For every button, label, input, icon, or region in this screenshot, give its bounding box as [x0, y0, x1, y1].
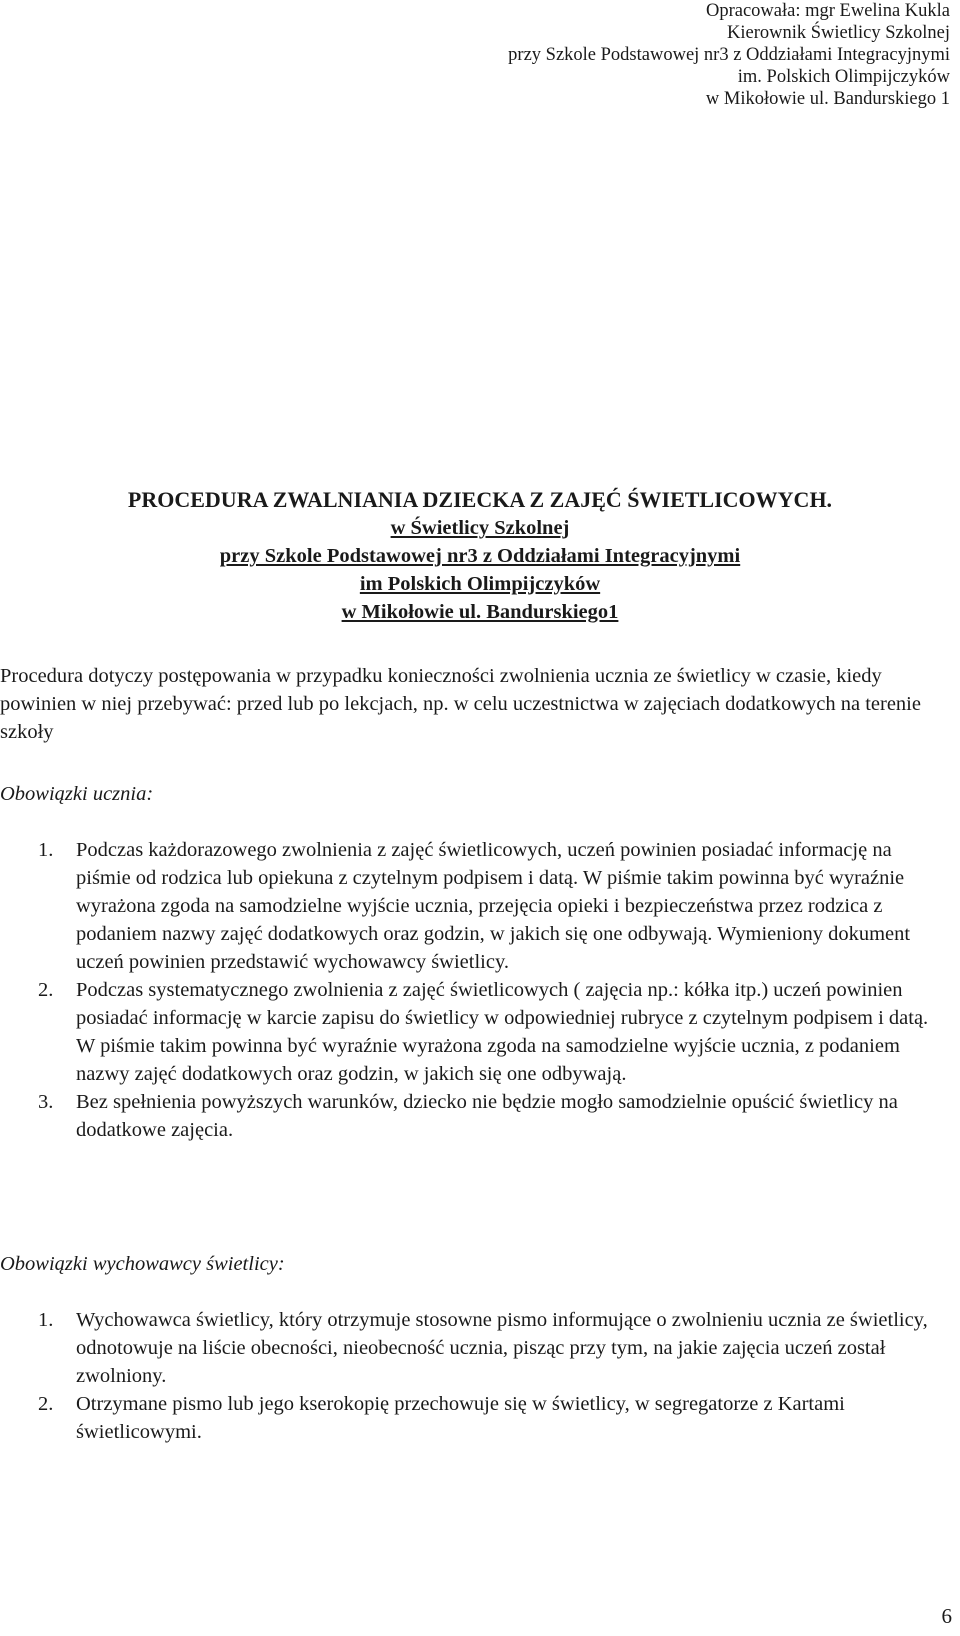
intro-paragraph: Procedura dotyczy postępowania w przypadku konieczności zwolnienia ucznia ze świetlicy w czasie, kiedy powinien w niej przebywać: przed lub po lekcjach, np. w celu uczestnictwa w zajęciach dodatkowych na terenie szkoły [0, 665, 921, 743]
subtitle-line-1: w Świetlicy Szkolnej [390, 517, 570, 539]
subtitle-line-4: w Mikołowie ul. Bandurskiego1 [341, 601, 619, 623]
author-address: w Mikołowie ul. Bandurskiego 1 [705, 89, 950, 109]
subtitle-line-3: im Polskich Olimpijczyków [359, 573, 601, 595]
teacher-duties-heading: Obowiązki wychowawcy świetlicy: [0, 1253, 285, 1275]
list-item-number: 1. [38, 839, 54, 861]
list-item [0, 836, 945, 976]
teacher-duties-list [0, 1306, 945, 1446]
list-item-number: 2. [38, 1393, 54, 1415]
student-duties-list [0, 836, 945, 1144]
author-school-patron: im. Polskich Olimpijczyków [737, 67, 950, 87]
list-item [0, 1390, 945, 1446]
title-block [0, 486, 960, 626]
list-item-text: Podczas każdorazowego zwolnienia z zajęć świetlicowych, uczeń powinien posiadać informację na piśmie od rodzica lub opiekuna z czytelnym podpisem i datą. W piśmie takim powinna być wyraźnie wyrażona zgoda na samodzielne wyjście ucznia, przejęcia opieki i bezpieczeństwa przez rodzica z podaniem nazwy zajęć dodatkowych oraz godzin, w jakich się one odbywają. Wymieniony dokument uczeń powinien przedstawić wychowawcy świetlicy. [76, 839, 911, 973]
list-item-text: Bez spełnienia powyższych warunków, dziecko nie będzie mogło samodzielnie opuścić świetlicy na dodatkowe zajęcia. [76, 1091, 898, 1141]
list-item [0, 976, 945, 1088]
author-position: Kierownik Świetlicy Szkolnej [727, 23, 950, 43]
list-item-text: Wychowawca świetlicy, który otrzymuje stosowne pismo informujące o zwolnieniu ucznia ze świetlicy, odnotowuje na liście obecności, nieobecność ucznia, pisząc przy tym, na jakie zajęcia uczeń został zwolniony. [76, 1309, 928, 1387]
list-item-text: Otrzymane pismo lub jego kserokopię przechowuje się w świetlicy, w segregatorze z Kartami świetlicowymi. [76, 1393, 845, 1443]
list-item-text: Podczas systematycznego zwolnienia z zajęć świetlicowych ( zajęcia np.: kółka itp.) uczeń powinien posiadać informację w karcie zapisu do świetlicy w odpowiedniej rubryce z czytelnym podpisem i datą. W piśmie takim powinna być wyraźnie wyrażona zgoda na samodzielne wyjście ucznia, z podaniem nazwy zajęć dodatkowych oraz godzin, w jakich się one odbywają. [76, 979, 929, 1085]
student-duties-heading: Obowiązki ucznia: [0, 783, 154, 805]
list-item [0, 1306, 945, 1390]
author-line: Opracowała: mgr Ewelina Kukla [705, 1, 950, 21]
list-item [0, 1088, 945, 1144]
author-school: przy Szkole Podstawowej nr3 z Oddziałami Integracyjnymi [508, 45, 950, 65]
list-item-number: 1. [38, 1309, 54, 1331]
procedure-title: PROCEDURA ZWALNIANIA DZIECKA Z ZAJĘĆ ŚWIETLICOWYCH. [127, 487, 833, 512]
author-block [508, 0, 950, 110]
list-item-number: 2. [38, 979, 54, 1001]
list-item-number: 3. [38, 1091, 54, 1113]
page-number: 6 [941, 1604, 952, 1628]
subtitle-line-2: przy Szkole Podstawowej nr3 z Oddziałami Integracyjnymi [219, 545, 741, 567]
